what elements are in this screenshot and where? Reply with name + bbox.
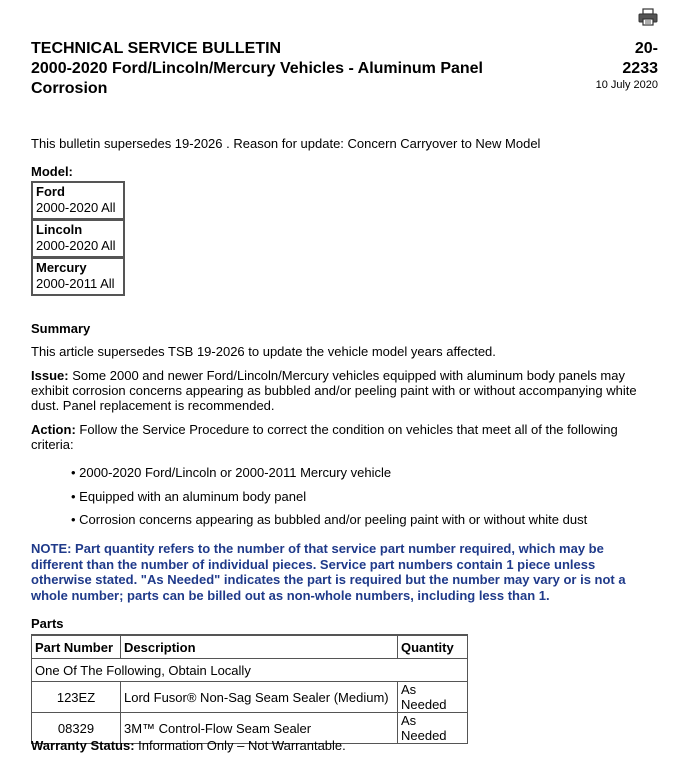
table-row <box>32 682 468 713</box>
bulletin-date: 10 July 2020 <box>595 79 658 91</box>
quantity-cell: As Needed <box>398 713 468 744</box>
tsb-number-line-2: 2233 <box>622 60 658 77</box>
issue-label: Issue: <box>31 368 69 383</box>
action-label: Action: <box>31 422 76 437</box>
tsb-number <box>578 39 658 79</box>
model-row <box>32 182 124 219</box>
supersedes-text: This bulletin supersedes 19-2026 . Reason for update: Concern Carryover to New Model <box>31 136 541 151</box>
action-paragraph <box>31 422 658 452</box>
criteria-text: Corrosion concerns appearing as bubbled and/or peeling paint with or without white dust <box>79 512 588 527</box>
warranty-text: Information Only – Not Warrantable. <box>134 738 346 753</box>
model-make: Mercury <box>36 260 87 275</box>
summary-text: This article supersedes TSB 19-2026 to update the vehicle model years affected. <box>31 344 496 359</box>
warranty-label: Warranty Status: <box>31 738 135 753</box>
model-heading: Model: <box>31 164 73 179</box>
model-years: 2000-2020 All <box>36 238 116 253</box>
parts-header-row <box>32 635 468 659</box>
criteria-text: Equipped with an aluminum body panel <box>79 489 307 504</box>
criteria-bullet: • 2000-2020 Ford/Lincoln or 2000-2011 Mercury vehicle <box>71 465 392 480</box>
model-cell <box>32 182 124 219</box>
column-header-part-number: Part Number <box>32 635 121 659</box>
parts-note: NOTE: Part quantity refers to the number of that service part number required, which may be different than the number of individual pieces. Service part numbers contain 1 piece unless otherwise stated. "As Needed" indicates the part is required but the number may vary or is not a whole number; parts can be billed out as non-whole numbers, including less than 1. <box>31 541 626 603</box>
column-header-quantity: Quantity <box>398 635 468 659</box>
bulletin-title <box>31 39 571 99</box>
title-line-3: Corrosion <box>31 80 108 97</box>
column-header-description: Description <box>121 635 398 659</box>
issue-text: Some 2000 and newer Ford/Lincoln/Mercury vehicles equipped with aluminum body panels may exhibit corrosion concerns appearing as bubbled and/or peeling paint with or without accompanying white dust. Panel replacement is recommended. <box>31 368 637 413</box>
parts-heading: Parts <box>31 616 64 631</box>
description-cell: Lord Fusor® Non-Sag Seam Sealer (Medium) <box>121 682 398 713</box>
action-text: Follow the Service Procedure to correct the condition on vehicles that meet all of the following criteria: <box>31 422 618 452</box>
title-line-2: 2000-2020 Ford/Lincoln/Mercury Vehicles - Aluminum Panel <box>31 60 483 77</box>
title-line-1: TECHNICAL SERVICE BULLETIN <box>31 40 282 57</box>
model-row <box>32 219 124 257</box>
parts-group-label: One Of The Following, Obtain Locally <box>32 659 468 682</box>
model-table <box>31 181 125 296</box>
part-number-cell: 123EZ <box>32 682 121 713</box>
model-cell <box>32 219 124 257</box>
summary-heading: Summary <box>31 321 91 336</box>
description-cell: 3M™ Control-Flow Seam Sealer <box>121 713 398 744</box>
issue-paragraph <box>31 368 658 413</box>
part-number-cell: 08329 <box>32 713 121 744</box>
model-make: Ford <box>36 184 65 199</box>
criteria-bullet: • Corrosion concerns appearing as bubbled and/or peeling paint with or without white dust <box>71 512 588 527</box>
model-years: 2000-2011 All <box>36 276 115 291</box>
printer-icon[interactable] <box>638 8 658 26</box>
model-row <box>32 257 124 295</box>
parts-table <box>31 634 468 744</box>
model-years: 2000-2020 All <box>36 200 116 215</box>
quantity-cell: As Needed <box>398 682 468 713</box>
model-cell <box>32 257 124 295</box>
criteria-text: 2000-2020 Ford/Lincoln or 2000-2011 Mercury vehicle <box>79 465 392 480</box>
warranty-status <box>31 738 658 753</box>
model-make: Lincoln <box>36 222 83 237</box>
criteria-bullet: • Equipped with an aluminum body panel <box>71 489 307 504</box>
parts-group-row <box>32 659 468 682</box>
tsb-number-line-1: 20- <box>634 40 658 57</box>
